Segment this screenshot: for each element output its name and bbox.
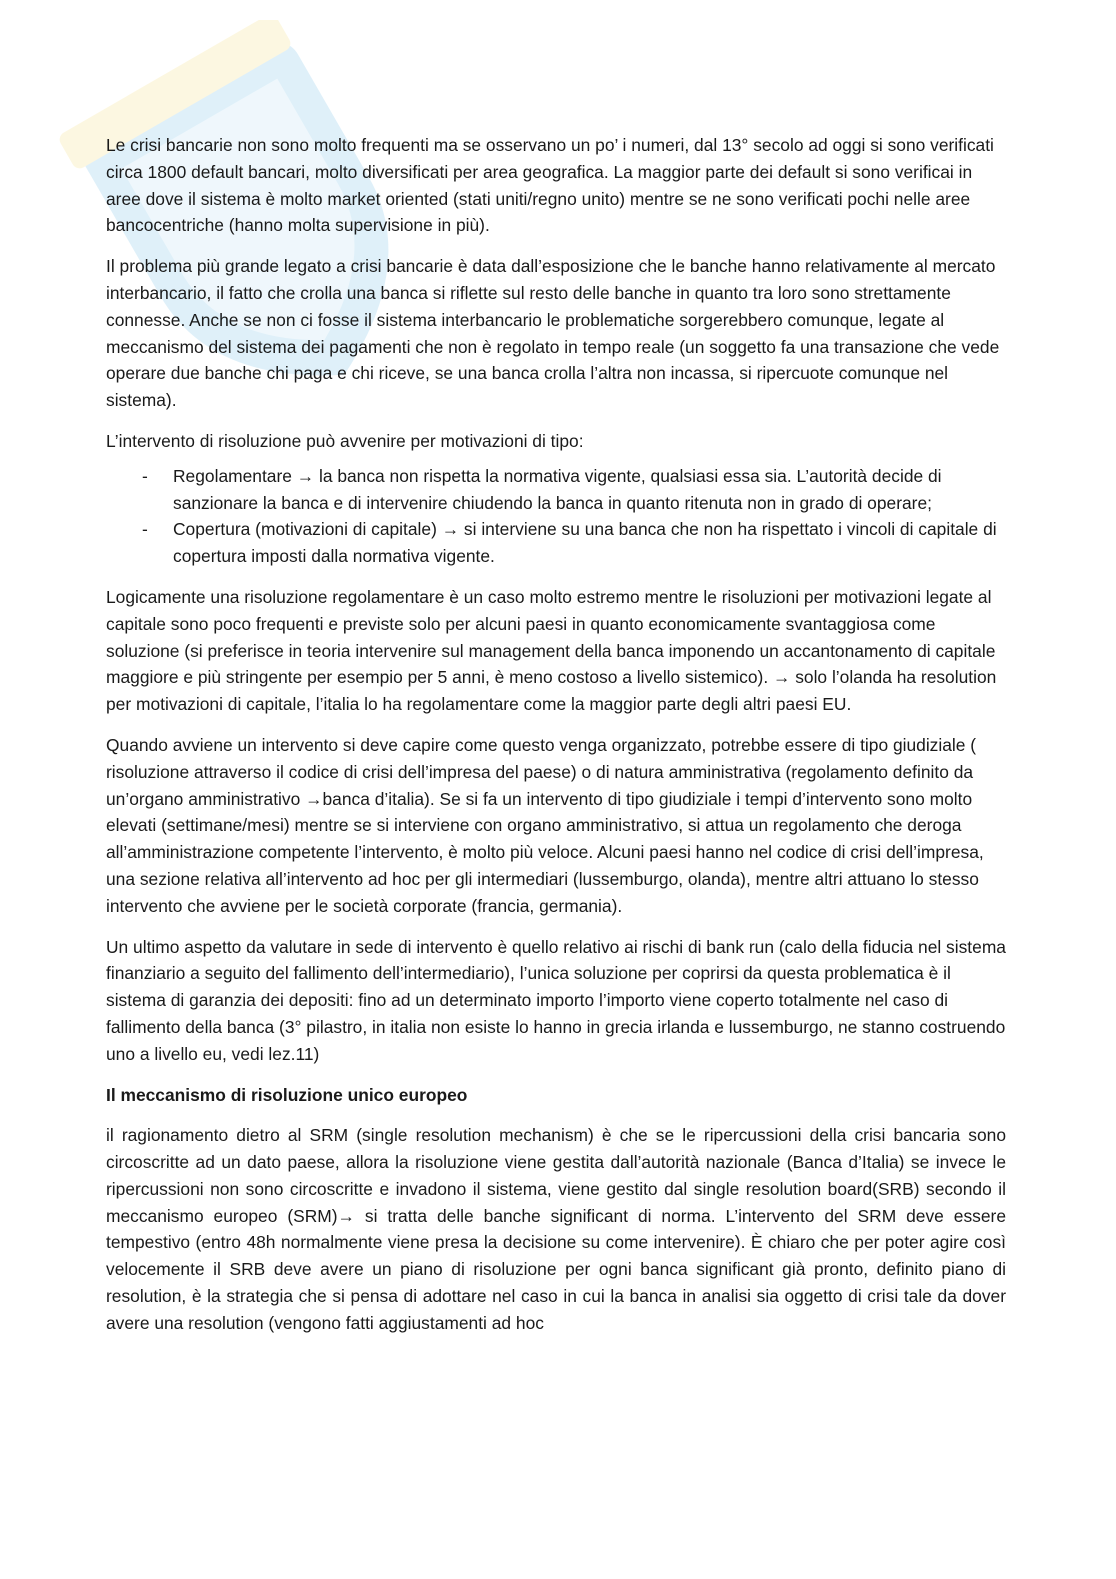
motivazioni-list [106,463,1006,570]
list-item [106,516,1006,570]
list-item-text: Copertura (motivazioni di capitale) → si interviene su una banca che non ha rispettato i vincoli di capitale di copertura imposti dalla normativa vigente. [173,519,997,567]
paragraph-srm: il ragionamento dietro al SRM (single resolution mechanism) è che se le ripercussioni della crisi bancaria sono circoscritte ad un dato paese, allora la risoluzione viene gestita dall’autorità nazionale (Banca d’Italia) se invece le ripercussioni non sono circoscritte e invadono il sistema, viene gestito dal single resolution board(SRB) secondo il meccanismo europeo (SRM)→ si tratta delle banche significant di norma. L’intervento del SRM deve essere tempestivo (entro 48h normalmente viene presa la decisione su come intervenire). È chiaro che per poter agire così velocemente il SRB deve avere un piano di risoluzione per ogni banca significant già pronto, definito piano di resolution, è la strategia che si pensa di adottare nel caso in cui la banca in analisi sia oggetto di crisi tale da dover avere una resolution (vengono fatti aggiustamenti ad hoc [106,1125,1006,1333]
paragraph-crisi-frequenza: Le crisi bancarie non sono molto frequenti ma se osservano un po’ i numeri, dal 13° secolo ad oggi si sono verificati circa 1800 default bancari, molto diversificati per area geografica. La maggior parte dei default si sono verificai in aree dove il sistema è molto market oriented (stati uniti/regno unito) mentre se ne sono verificati pochi nelle aree bancocentriche (hanno molta supervisione in più). [106,135,994,236]
paragraph-interbancario: Il problema più grande legato a crisi bancarie è data dall’esposizione che le banche hanno relativamente al mercato interbancario, il fatto che crolla una banca si riflette sul resto delle banche in quanto tra loro sono strettamente connesse. Anche se non ci fosse il sistema interbancario le problematiche sorgerebbero comunque, legate al meccanismo del sistema dei pagamenti che non è regolato in tempo reale (un soggetto fa una transazione che vede operare due banche chi paga e chi riceve, se una banca crolla l’altra non incassa, si ripercuote comunque nel sistema). [106,256,1000,411]
paragraph-bank-run: Un ultimo aspetto da valutare in sede di intervento è quello relativo ai rischi di bank run (calo della fiducia nel sistema finanziario a seguito del fallimento dell’intermediario), l’unica soluzione per coprirsi da questa problematica è il sistema di garanzia dei depositi: fino ad un determinato importo l’importo viene coperto totalmente nel caso di fallimento della banca (3° pilastro, in italia non esiste lo hanno in grecia irlanda e lussemburgo, ne stanno costruendo uno a livello eu, vedi lez.11) [106,936,1006,1064]
paragraph-motivazioni-intro: L’intervento di risoluzione può avvenire per motivazioni di tipo: [106,430,584,451]
list-item-text: Regolamentare → la banca non rispetta la normativa vigente, qualsiasi essa sia. L’autorità decide di sanzionare la banca e di intervenire chiudendo la banca in quanto ritenuta non in grado di operare; [173,465,942,513]
list-item [106,463,1006,517]
paragraph-risoluzione-regolamentare: Logicamente una risoluzione regolamentare è un caso molto estremo mentre le risoluzioni per motivazioni legate al capitale sono poco frequenti e previste solo per alcuni paesi in quanto economicamente svantaggiosa come soluzione (si preferisce in teoria intervenire sul management della banca imponendo un accantonamento di capitale maggiore e più stringente per esempio per 5 anni, è meno costoso a livello sistemico). → solo l’olanda ha resolution per motivazioni di capitale, l’italia lo ha regolamentare come la maggior parte degli altri paesi EU. [106,586,997,715]
paragraph-intervento-organizzazione: Quando avviene un intervento si deve capire come questo venga organizzato, potrebbe essere di tipo giudiziale ( risoluzione attraverso il codice di crisi dell’impresa del paese) o di natura amministrativa (regolamento definito da un’organo amministrativo →banca d’italia). Se si fa un intervento di tipo giudiziale i tempi d’intervento sono molto elevati (settimane/mesi) mentre se si interviene con organo amministrativo, si attua un regolamento che deroga all’amministrazione competente l’intervento, è molto più veloce. Alcuni paesi hanno nel codice di crisi dell’impresa, una sezione relativa all’intervento ad hoc per gli intermediari (lussemburgo, olanda), mentre altri attuano lo stesso intervento che avviene per le società corporate (francia, germania). [106,734,984,916]
section-heading: Il meccanismo di risoluzione unico europeo [106,1084,468,1105]
list-dash: - [142,465,148,486]
document-page [106,132,1006,1351]
list-dash: - [142,519,148,540]
